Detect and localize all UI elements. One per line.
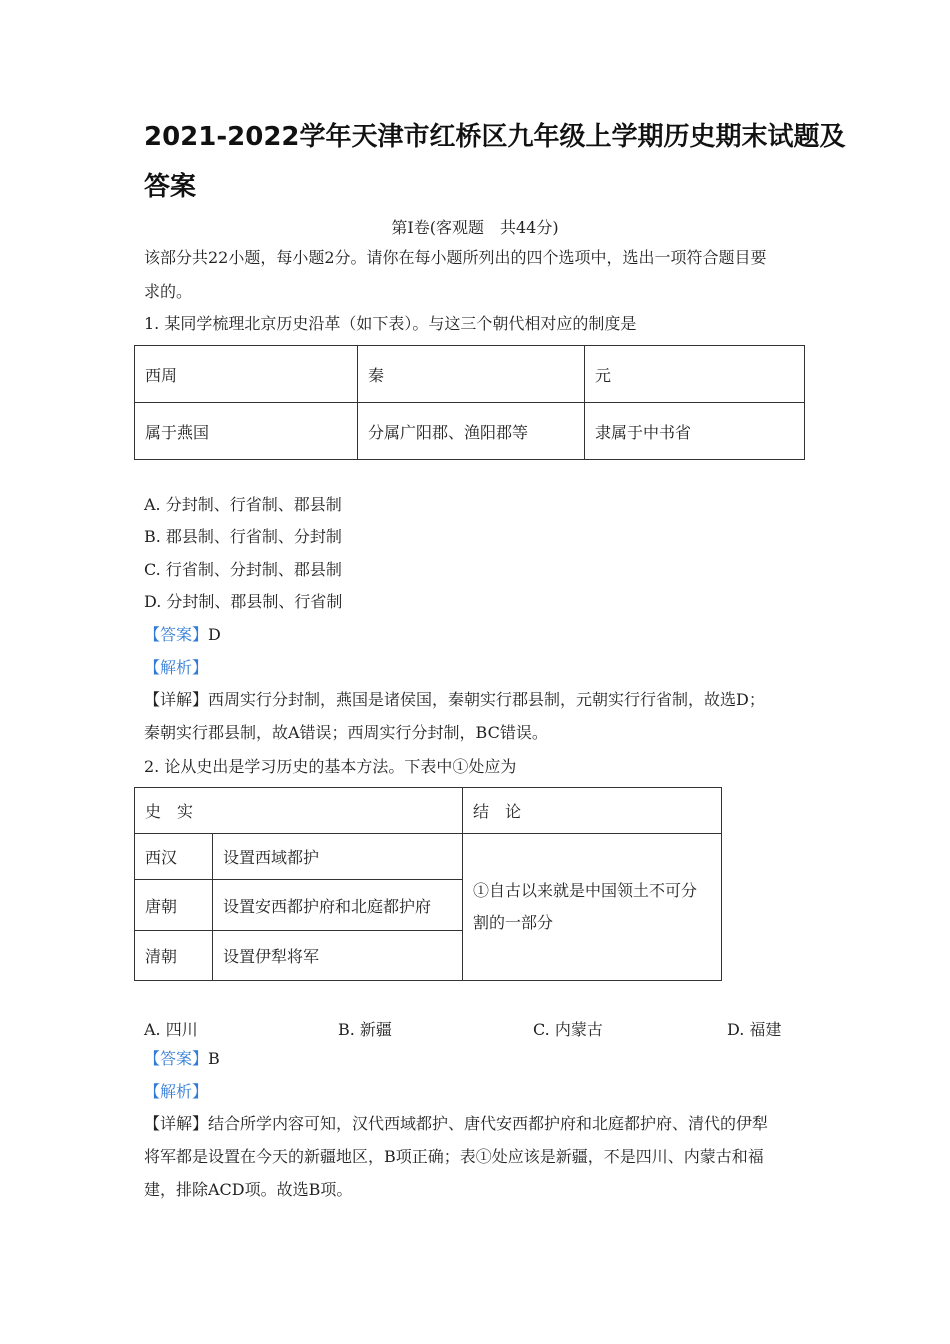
q1-table-cell: 属于燕国 <box>135 403 358 460</box>
q2-analysis-label: 【解析】 <box>144 1082 209 1101</box>
q1-analysis-label: 【解析】 <box>144 658 209 677</box>
q1-detail-line2: 秦朝实行郡县制，故A错误；西周实行分封制，BC错误。 <box>144 723 548 742</box>
q2-table-dynasty: 清朝 <box>135 931 213 981</box>
q1-table <box>134 345 805 460</box>
document-title-line2: 答案 <box>144 172 197 202</box>
q1-option-d: D. 分封制、郡县制、行省制 <box>144 592 343 611</box>
q2-table-header-conclusion: 结 论 <box>463 788 722 834</box>
q2-detail-label: 【详解】 <box>144 1114 209 1133</box>
q2-detail-line2: 将军都是设置在今天的新疆地区，B项正确；表①处应该是新疆，不是四川、内蒙古和福 <box>144 1147 764 1166</box>
q2-stem: 2. 论从史出是学习历史的基本方法。下表中①处应为 <box>144 757 517 776</box>
q1-table-cell: 分属广阳郡、渔阳郡等 <box>358 403 585 460</box>
q2-detail-line1: 【详解】结合所学内容可知，汉代西域都护、唐代安西都护府和北庭都护府、清代的伊犁 <box>144 1114 769 1133</box>
q2-table-dynasty: 唐朝 <box>135 880 213 931</box>
q2-table-fact: 设置伊犁将军 <box>213 931 463 981</box>
q1-answer-value: D <box>208 625 221 644</box>
q2-detail-line3: 建，排除ACD项。故选B项。 <box>144 1180 353 1199</box>
q1-table-header-cell: 西周 <box>135 346 358 403</box>
q2-option-d: D. 福建 <box>727 1020 782 1039</box>
q1-option-a: A. 分封制、行省制、郡县制 <box>144 495 342 514</box>
instruction-line2: 求的。 <box>144 282 193 301</box>
q2-table-conclusion: ①自古以来就是中国领土不可分 割的一部分 <box>463 834 722 981</box>
q2-answer-value: B <box>208 1049 220 1068</box>
q1-answer-label: 【答案】 <box>144 625 209 644</box>
q1-answer <box>144 625 221 645</box>
q1-option-b: B. 郡县制、行省制、分封制 <box>144 527 342 546</box>
q2-table-header-facts: 史 实 <box>135 788 463 834</box>
q2-table-dynasty: 西汉 <box>135 834 213 880</box>
q1-stem: 1. 某同学梳理北京历史沿革（如下表）。与这三个朝代相对应的制度是 <box>144 314 637 333</box>
q2-table <box>134 787 722 981</box>
q1-table-cell: 隶属于中书省 <box>585 403 805 460</box>
document-title-line1: 2021-2022学年天津市红桥区九年级上学期历史期末试题及 <box>144 122 846 152</box>
q1-option-c: C. 行省制、分封制、郡县制 <box>144 560 342 579</box>
q2-option-b: B. 新疆 <box>338 1020 392 1039</box>
q2-table-fact: 设置西域都护 <box>213 834 463 880</box>
instruction-line1: 该部分共22小题，每小题2分。请你在每小题所列出的四个选项中，选出一项符合题目要 <box>144 248 767 267</box>
q2-option-c: C. 内蒙古 <box>533 1020 603 1039</box>
q2-table-fact: 设置安西都护府和北庭都护府 <box>213 880 463 931</box>
q2-answer-label: 【答案】 <box>144 1049 209 1068</box>
q1-detail-line1: 【详解】西周实行分封制，燕国是诸侯国，秦朝实行郡县制，元朝实行行省制，故选D； <box>144 690 765 709</box>
section-header: 第Ⅰ卷(客观题 共44分) <box>391 218 559 237</box>
q2-option-a: A. 四川 <box>144 1020 198 1039</box>
q2-answer <box>144 1049 220 1069</box>
q1-detail-label: 【详解】 <box>144 690 209 709</box>
q1-table-header-cell: 秦 <box>358 346 585 403</box>
q1-table-header-cell: 元 <box>585 346 805 403</box>
